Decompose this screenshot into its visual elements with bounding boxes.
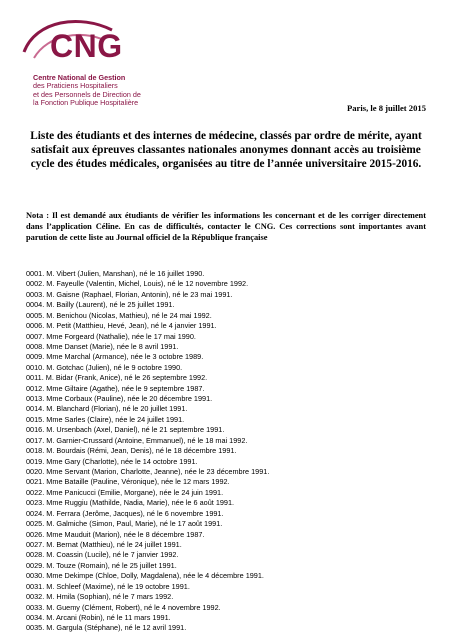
list-item: 0008. Mme Danset (Marie), née le 8 avril 1991. [26, 341, 179, 351]
list-item: 0010. M. Gotchac (Julien), né le 9 octobre 1990. [26, 362, 183, 372]
list-item: 0019. Mme Gary (Charlotte), née le 14 octobre 1991. [26, 456, 198, 466]
cng-logo [20, 18, 140, 68]
list-item: 0003. M. Gaisne (Raphael, Florian, Antonin), né le 23 mai 1991. [26, 289, 233, 299]
list-item: 0022. Mme Panicucci (Emilie, Morgane), née le 24 juin 1991. [26, 487, 224, 497]
org-line: des Praticiens Hospitaliers [33, 81, 118, 91]
list-item: 0028. M. Coassin (Lucile), né le 7 janvier 1992. [26, 550, 179, 560]
list-item: 0009. Mme Marchal (Armance), née le 3 octobre 1989. [26, 352, 204, 362]
list-item: 0016. M. Ursenbach (Axel, Daniel), né le 21 septembre 1991. [26, 425, 225, 435]
list-item: 0013. Mme Corbaux (Pauline), née le 20 décembre 1991. [26, 394, 213, 404]
organization-name [33, 74, 253, 107]
logo-text: CNG [50, 28, 123, 64]
list-item: 0023. Mme Ruggiu (Mathilde, Nadia, Marie), née le 6 août 1991. [26, 498, 235, 508]
list-item: 0035. M. Gargula (Stéphane), né le 12 avril 1991. [26, 623, 187, 633]
list-item: 0018. M. Bourdais (Rémi, Jean, Denis), né le 18 décembre 1991. [26, 446, 237, 456]
document-title: Liste des étudiants et des internes de médecine, classés par ordre de mérite, ayant satisfait aux épreuves classantes nationales anonymes donnant accès au troisième cycle des études médicales, organisées au titre de l’année universitaire 2015-2016. [30, 130, 422, 170]
list-item: 0001. M. Vibert (Julien, Manshan), né le 16 juillet 1990. [26, 269, 205, 278]
org-line: Centre National de Gestion [33, 73, 126, 82]
document-date: Paris, le 8 juillet 2015 [346, 103, 426, 113]
list-item: 0005. M. Benichou (Nicolas, Mathieu), né le 24 mai 1992. [26, 310, 212, 320]
list-item: 0004. M. Bailly (Laurent), né le 25 juillet 1991. [26, 300, 175, 310]
document-note: Nota : Il est demandé aux étudiants de vérifier les informations les concernant et de les corriger directement dans l’application Céline. En cas de difficultés, contacter le CNG. Ces corrections sont importantes avant parution de cette liste au Journal officiel de la République française [26, 211, 426, 242]
list-item: 0027. M. Bernat (Matthieu), né le 24 juillet 1991. [26, 539, 182, 549]
list-item: 0025. M. Galmiche (Simon, Paul, Marie), né le 17 août 1991. [26, 519, 223, 529]
list-item: 0021. Mme Bataille (Pauline, Véronique), née le 12 mars 1992. [26, 477, 230, 487]
org-line: la Fonction Publique Hospitalière [33, 97, 139, 107]
list-item: 0015. Mme Sarles (Claire), née le 24 juillet 1991. [26, 414, 185, 424]
list-item: 0024. M. Ferrara (Jerôme, Jacques), né le 6 novembre 1991. [26, 508, 224, 518]
list-item: 0034. M. Arcani (Robin), né le 11 mars 1991. [26, 612, 171, 622]
list-item: 0031. M. Schleef (Maxime), né le 19 octobre 1991. [26, 581, 190, 591]
ranking-list [26, 269, 436, 634]
list-item: 0030. Mme Dekimpe (Chloe, Dolly, Magdalena), née le 4 décembre 1991. [26, 571, 264, 581]
list-item: 0006. M. Petit (Matthieu, Hevé, Jean), né le 4 janvier 1991. [26, 321, 217, 331]
list-item: 0012. Mme Giltaire (Agathe), née le 9 septembre 1987. [26, 383, 205, 393]
list-item: 0002. M. Fayeulle (Valentin, Michel, Louis), né le 12 novembre 1992. [26, 279, 249, 289]
list-item: 0014. M. Blanchard (Florian), né le 20 juillet 1991. [26, 404, 188, 414]
list-item: 0007. Mme Forgeard (Nathalie), née le 17 mai 1990. [26, 331, 196, 341]
org-line: et des Personnels de Direction de [33, 89, 141, 99]
list-item: 0029. M. Touze (Romain), né le 25 juillet 1991. [26, 560, 177, 570]
list-item: 0017. M. Garnier-Crussard (Antoine, Emmanuel), né le 18 mai 1992. [26, 435, 248, 445]
list-item: 0026. Mme Mauduit (Marion), née le 8 décembre 1987. [26, 529, 205, 539]
list-item: 0020. Mme Servant (Marion, Charlotte, Jeanne), née le 23 décembre 1991. [26, 467, 270, 477]
list-item: 0032. M. Hmila (Sophian), né le 7 mars 1992. [26, 592, 174, 602]
list-item: 0011. M. Bidar (Frank, Anice), né le 26 septembre 1992. [26, 373, 208, 383]
list-item: 0033. M. Guemy (Clément, Robert), né le 4 novembre 1992. [26, 602, 221, 612]
